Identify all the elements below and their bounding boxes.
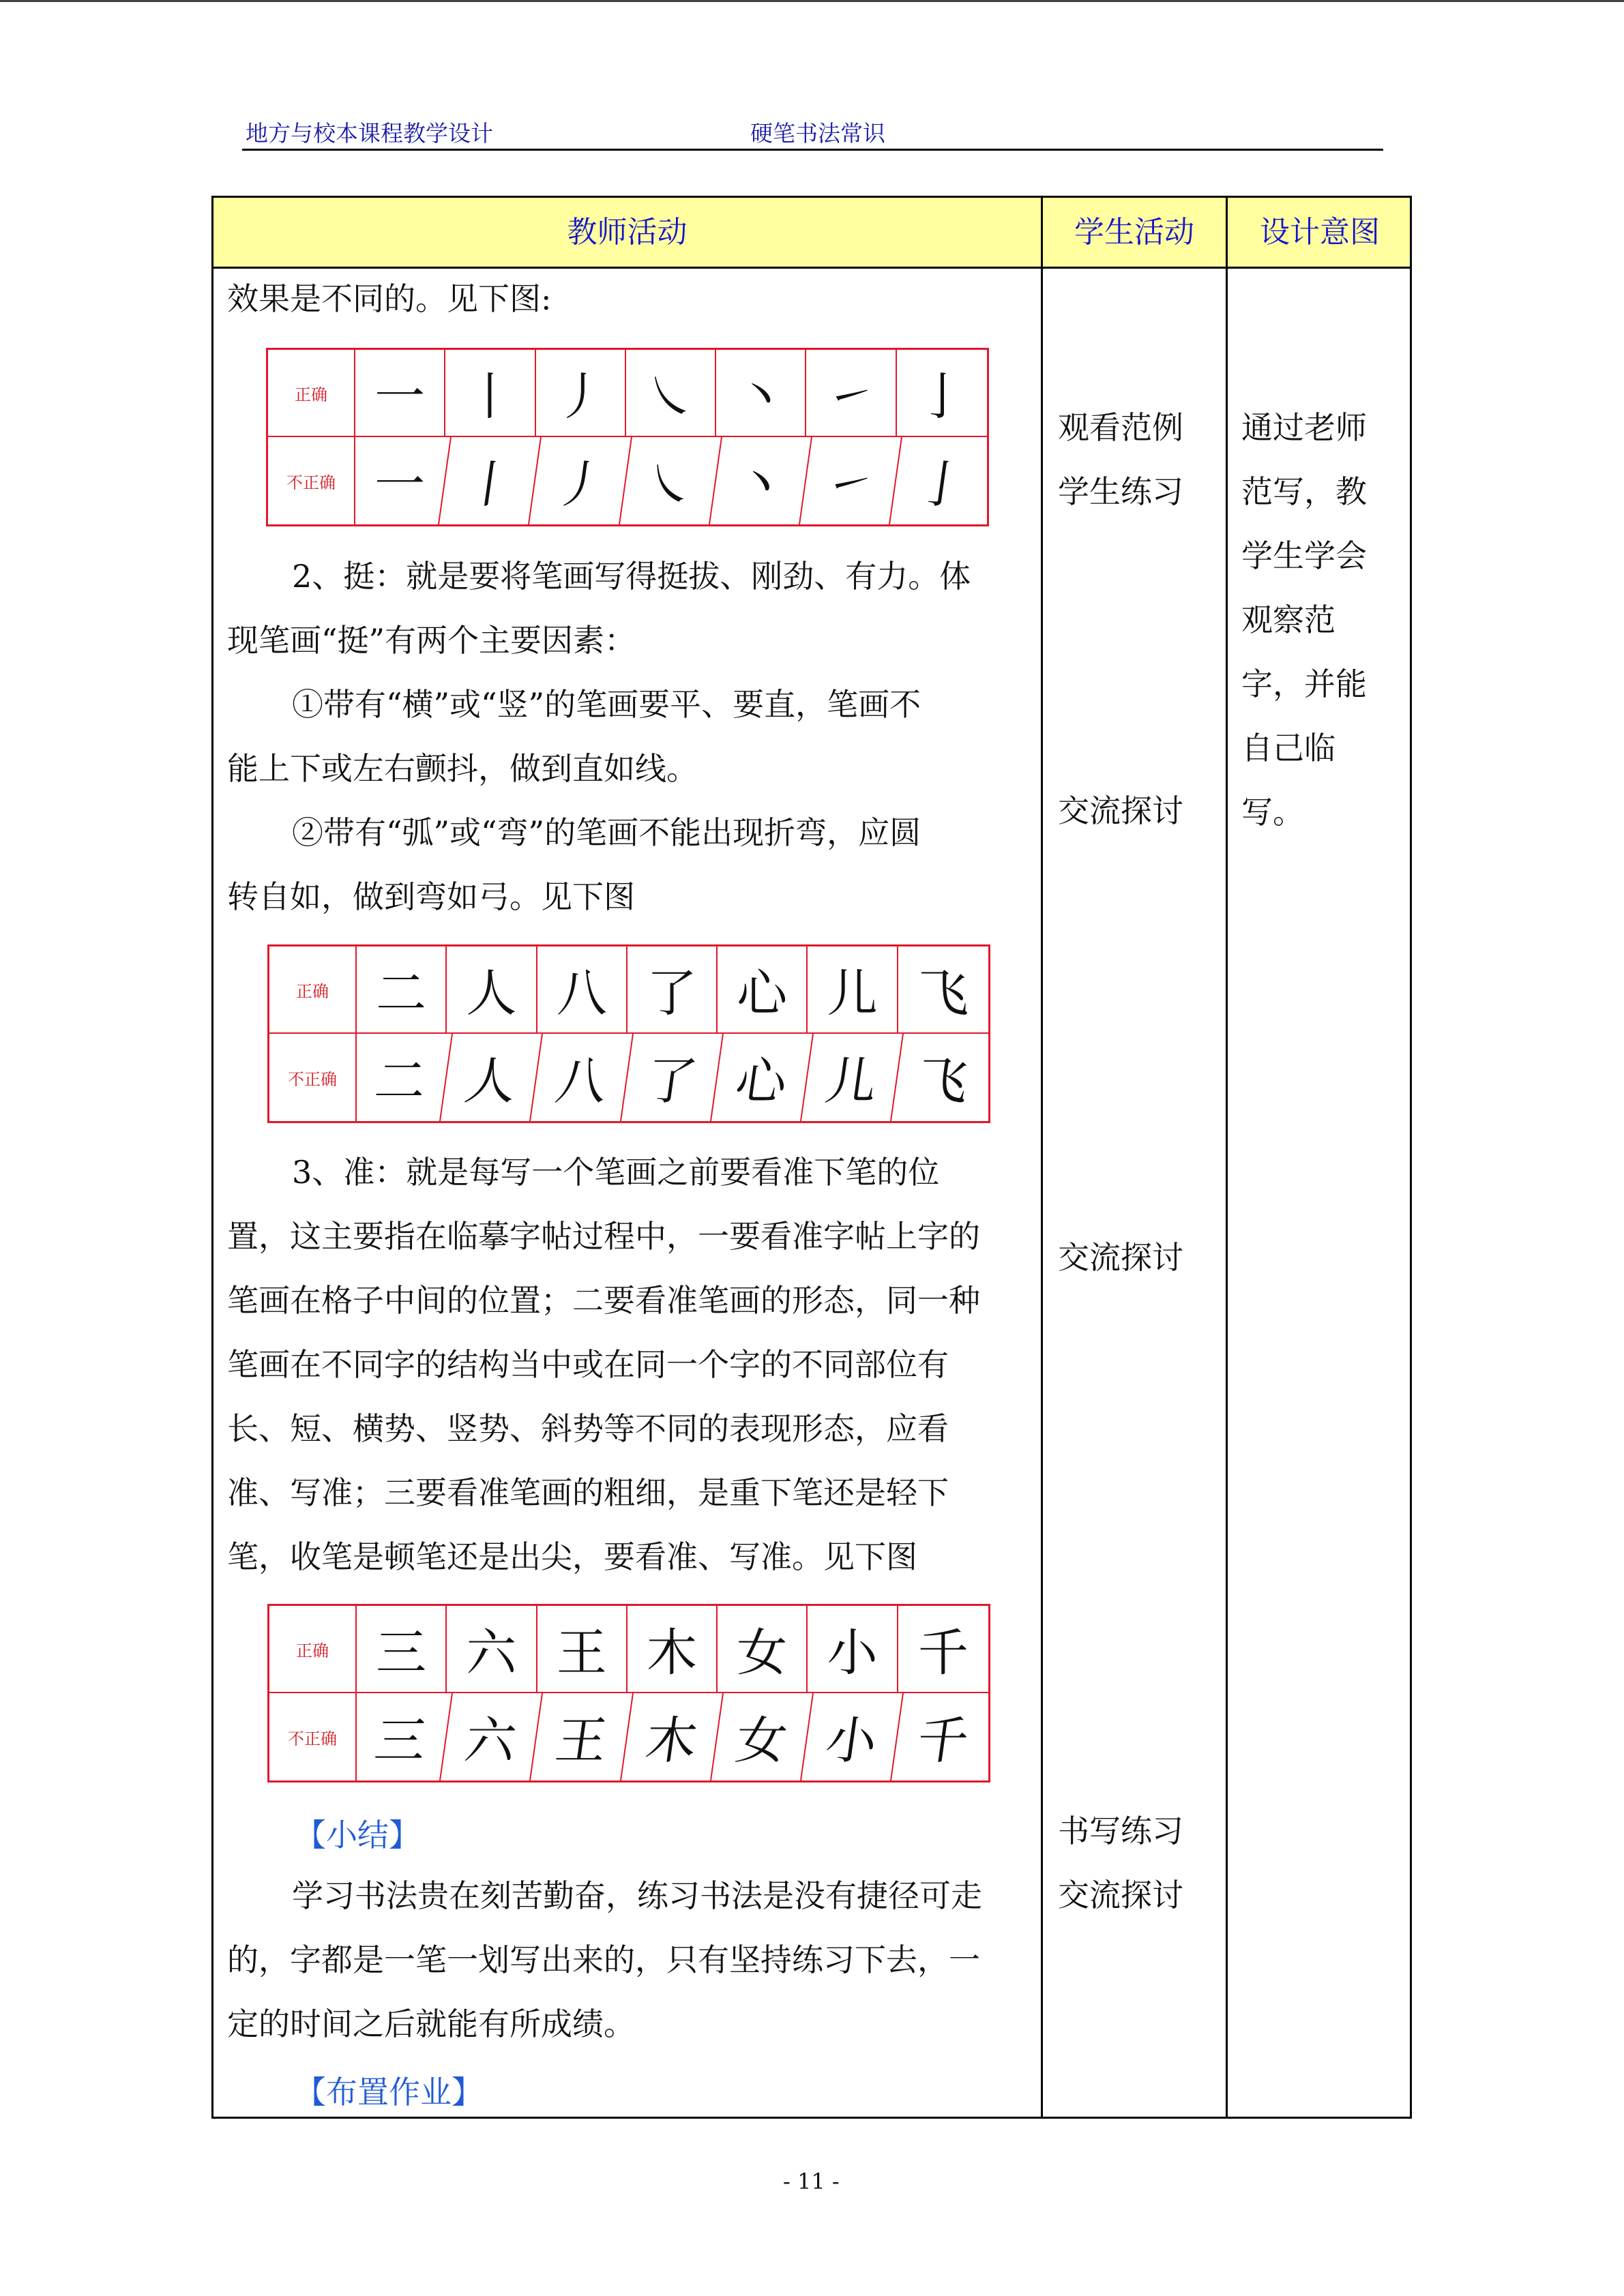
summary-line3: 定的时间之后就能有所成绩。 (227, 2006, 635, 2042)
grid1-char-4: ㇏ (626, 350, 716, 437)
teacher-p3-line6: 准、写准；三要看准笔画的粗细，是重下笔还是轻下 (227, 1474, 949, 1511)
grid3-label-correct: 正确 (269, 1606, 357, 1693)
intent-line-6: 自己临 (1241, 730, 1335, 766)
grid2-bad-char-6: 儿 (801, 1034, 904, 1121)
grid1-char-3: 丿 (536, 350, 626, 437)
header-rule (242, 149, 1383, 151)
grid1-bad-char-5: 丶 (710, 437, 812, 524)
grid1-bad-char-4: ㇏ (620, 437, 722, 524)
grid1-bad-char-7: 亅 (911, 456, 971, 514)
grid1-bad-char-2: 丨 (439, 437, 542, 524)
design-intent-text (1241, 396, 1398, 844)
grid2-bad-char-4: 了 (621, 1034, 724, 1121)
grid2-bad-char-2: 人 (441, 1034, 543, 1121)
student-activity-discuss-3: 交流探讨 (1058, 1877, 1183, 1913)
grid1-char-2: 丨 (445, 350, 535, 437)
grid2-bad-char-1: 二 (351, 1034, 453, 1121)
page-top-border (0, 0, 1624, 2)
stroke-example-grid-3 (267, 1604, 990, 1783)
grid3-bad-char-7: 千 (913, 1712, 973, 1770)
grid2-char-3: 八 (537, 946, 628, 1034)
intent-line-3: 学生学会 (1241, 537, 1367, 574)
grid2-char-7: 飞 (898, 946, 988, 1034)
teacher-p3-line1: 3、准：就是每写一个笔画之前要看准下笔的位 (292, 1154, 940, 1191)
intent-line-7: 写。 (1241, 794, 1304, 831)
grid1-char-7: 亅 (897, 350, 987, 437)
stroke-example-grid-2 (267, 944, 990, 1123)
grid2-char-1: 二 (357, 946, 447, 1034)
grid3-char-7: 千 (898, 1606, 988, 1693)
column-header-intent: 设计意图 (1260, 215, 1380, 250)
column-divider-1 (1041, 198, 1043, 2117)
summary-heading: 【小结】 (295, 1817, 420, 1853)
column-header-student: 学生活动 (1074, 215, 1194, 250)
student-activity-watch: 观看范例 (1058, 409, 1183, 446)
teacher-p3-line4: 笔画在不同字的结构当中或在同一个字的不同部位有 (227, 1346, 949, 1383)
grid2-label-incorrect: 不正确 (269, 1034, 357, 1121)
grid1-char-5: 丶 (716, 350, 806, 437)
teacher-p3-line3: 笔画在格子中间的位置；二要看准笔画的形态，同一种 (227, 1282, 980, 1319)
grid2-bad-char-7: 飞 (913, 1052, 973, 1111)
grid1-char-6: ㇀ (806, 350, 896, 437)
student-activity-discuss-1: 交流探讨 (1058, 792, 1183, 829)
grid1-bad-char-3: 丿 (530, 437, 632, 524)
grid3-char-3: 王 (537, 1606, 628, 1693)
teacher-p2-line1: 2、挺：就是要将笔画写得挺拔、刚劲、有力。体 (292, 558, 971, 595)
grid1-char-1: 一 (355, 350, 445, 437)
grid1-bad-char-6: ㇀ (800, 437, 902, 524)
teacher-p2-line5: ②带有“弧”或“弯”的笔画不能出现折弯，应圆 (292, 814, 921, 851)
student-activity-practice: 学生练习 (1058, 473, 1183, 510)
student-activity-discuss-2: 交流探讨 (1058, 1239, 1183, 1276)
teacher-p2-line2: 现笔画“挺”有两个主要因素： (227, 622, 636, 659)
teacher-line-intro: 效果是不同的。见下图: (227, 280, 552, 317)
grid2-char-2: 人 (447, 946, 537, 1034)
grid1-label-incorrect: 不正确 (268, 437, 355, 524)
grid2-bad-char-5: 心 (711, 1034, 814, 1121)
homework-heading: 【布置作业】 (295, 2074, 483, 2111)
intent-line-1: 通过老师 (1241, 409, 1367, 446)
intent-line-5: 字，并能 (1241, 666, 1367, 702)
grid3-bad-char-1: 三 (351, 1693, 453, 1780)
page-number: - 11 - (783, 2168, 840, 2194)
grid3-bad-char-6: 小 (801, 1693, 904, 1780)
teacher-p3-line5: 长、短、横势、竖势、斜势等不同的表现形态，应看 (227, 1410, 949, 1447)
grid2-char-6: 儿 (808, 946, 898, 1034)
grid2-char-4: 了 (628, 946, 718, 1034)
grid3-char-4: 木 (628, 1606, 718, 1693)
teacher-p2-line6: 转自如，做到弯如弓。见下图 (227, 878, 635, 915)
grid3-char-1: 三 (357, 1606, 447, 1693)
intent-line-2: 范写，教 (1241, 473, 1367, 510)
stroke-example-grid-1 (266, 348, 989, 526)
teacher-p3-line2: 置，这主要指在临摹字帖过程中，一要看准字帖上字的 (227, 1218, 980, 1255)
summary-line2: 的，字都是一笔一划写出来的，只有坚持练习下去，一 (227, 1941, 980, 1978)
grid3-bad-char-2: 六 (441, 1693, 543, 1780)
grid2-label-correct: 正确 (269, 946, 357, 1034)
grid1-bad-char-1: 一 (349, 437, 452, 524)
header-topic-title: 硬笔书法常识 (750, 120, 885, 147)
grid1-label-correct: 正确 (268, 350, 355, 437)
teacher-p2-line3: ①带有“横”或“竖”的笔画要平、要直，笔画不 (292, 686, 921, 723)
teacher-p3-line7: 笔，收笔是顿笔还是出尖，要看准、写准。见下图 (227, 1538, 917, 1575)
grid3-char-6: 小 (808, 1606, 898, 1693)
teacher-p2-line4: 能上下或左右颤抖，做到直如线。 (227, 750, 698, 787)
column-divider-2 (1226, 198, 1228, 2117)
intent-line-4: 观察范 (1241, 601, 1335, 638)
grid3-char-5: 女 (718, 1606, 808, 1693)
grid2-bad-char-3: 八 (531, 1034, 634, 1121)
header-course-title: 地方与校本课程教学设计 (246, 120, 493, 147)
grid3-bad-char-5: 女 (711, 1693, 814, 1780)
table-header-row (213, 198, 1410, 269)
grid3-bad-char-3: 王 (531, 1693, 634, 1780)
grid2-char-5: 心 (718, 946, 808, 1034)
column-header-teacher: 教师活动 (567, 215, 688, 250)
grid3-char-2: 六 (447, 1606, 537, 1693)
grid3-bad-char-4: 木 (621, 1693, 724, 1780)
grid3-label-incorrect: 不正确 (269, 1693, 357, 1780)
student-activity-writing: 书写练习 (1058, 1813, 1183, 1849)
summary-line1: 学习书法贵在刻苦勤奋，练习书法是没有捷径可走 (292, 1877, 982, 1914)
